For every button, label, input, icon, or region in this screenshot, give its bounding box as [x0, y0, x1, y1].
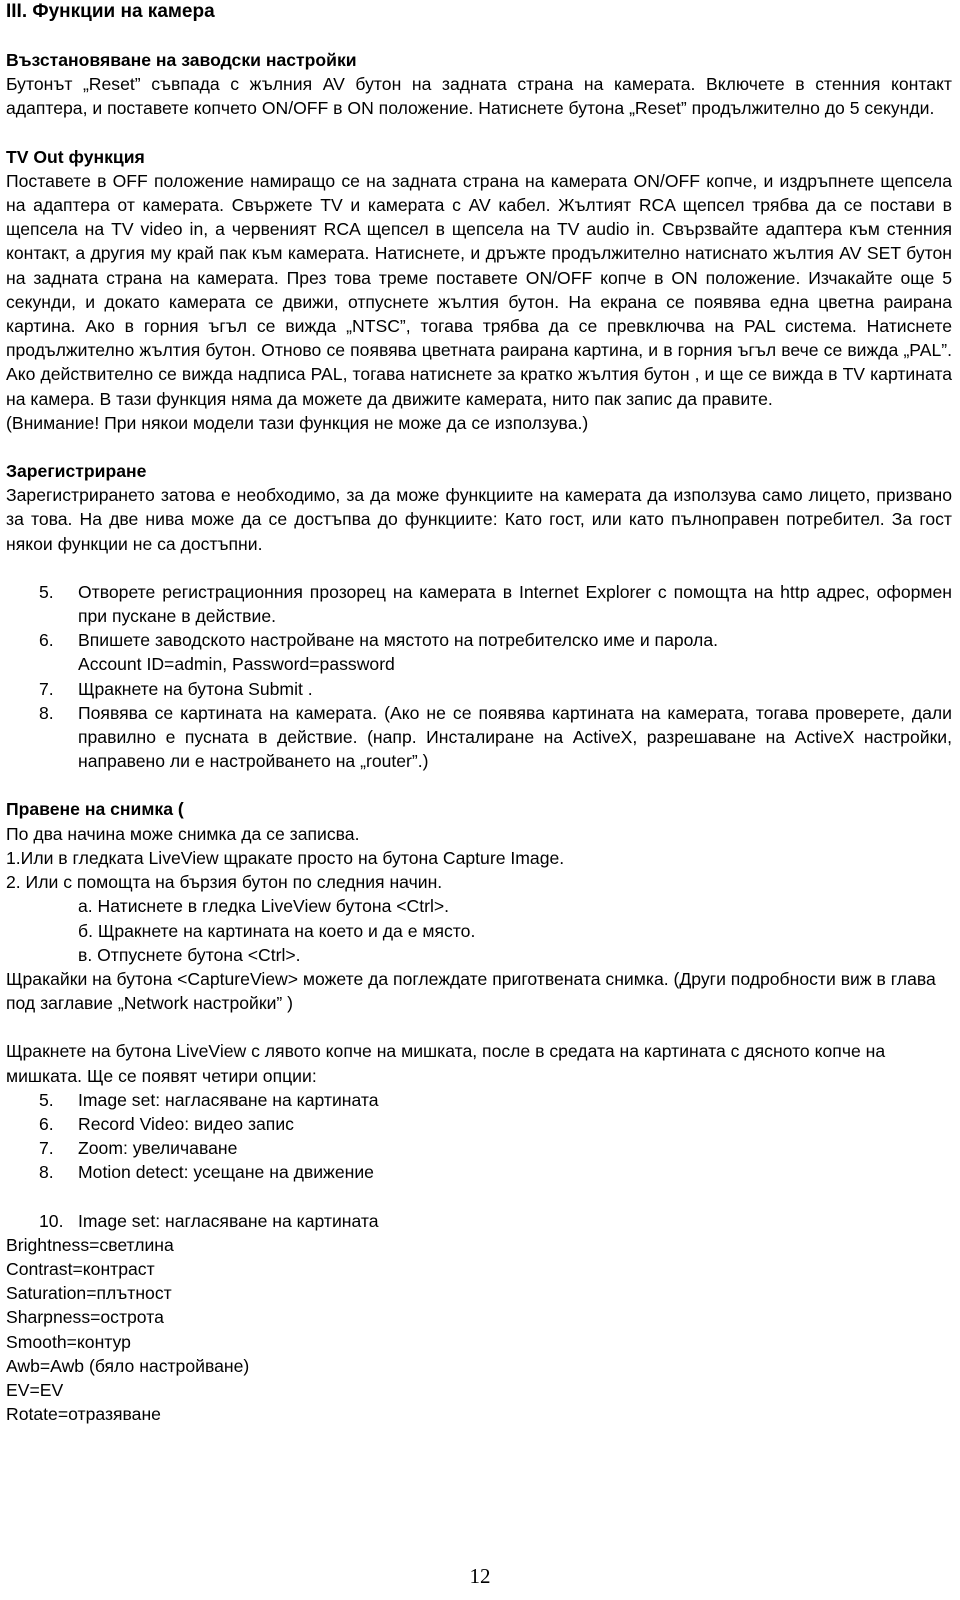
- list-item-text: Щракнете на бутона Submit .: [78, 678, 313, 699]
- list-item: [6, 1160, 952, 1184]
- list-item-number: 5.: [39, 581, 54, 602]
- sub-step: б. Щракнете на картината на което и да е място.: [78, 920, 476, 941]
- list-item-text: Zoom: увеличаване: [78, 1138, 238, 1159]
- list-item: [6, 677, 952, 701]
- register-steps-list: [6, 580, 952, 774]
- list-item: [6, 1088, 952, 1112]
- tvout-note: (Внимание! При някои модели тази функция не може да се използува.): [6, 412, 589, 433]
- list-item-number: 8.: [39, 1162, 54, 1183]
- setting-item: Rotate=отразяване: [6, 1404, 161, 1425]
- list-item-text: Image set: нагласяване на картината: [78, 1210, 379, 1231]
- sub-step: в. Отпуснете бутона <Ctrl>.: [78, 944, 301, 965]
- list-item: [6, 1136, 952, 1160]
- list-item: [6, 1112, 952, 1136]
- snapshot-line: По два начина може снимка да се записва.: [6, 823, 360, 844]
- list-item-text: Image set: нагласяване на картината: [78, 1089, 379, 1110]
- snapshot-sub-steps: [6, 894, 952, 967]
- list-item: [6, 701, 952, 774]
- tvout-paragraph: Поставете в OFF положение намиращо се на задната страна на камерата ON/OFF копче, и издръпнете щепсела на адаптера от камерата. Свържете TV и камерата с AV кабел. Жълтият RCA щепсел трябва да се постави в щепсела на TV video in, а червеният RCA щепсел в щепсела на TV audio in. Свързвайте адаптера към стенния контакт, а другия му край пак към камерата. Натиснете, и дръжте продължително натиснато жълтия AV SET бутон на задната страна на камерата. През това треме поставете ON/OFF копче в ON положение. Изчакайте още 5 секунди, и докато камерата се движи, отпуснете жълтия бутон. На екрана се появява една цветна раирана картина. Ако в горния ъгъл се вижда „NTSC”, тогава трябва да се превключва на PAL система. Натиснете продължително жълтия бутон. Отново се появява цветната раирана картина, и в горния ъгъл вече се вижда „PAL”. Ако действително се вижда надписа PAL, тогава натиснете за кратко жълтия бутон , и ще се вижда в TV картината на камера. В тази функция няма да можете да движите камерата, нито пак запис да правите.: [6, 170, 952, 409]
- image-set-list: [6, 1209, 952, 1233]
- setting-item: Sharpness=острота: [6, 1307, 164, 1328]
- list-item-text: Отворете регистрационния прозорец на камерата в Internet Explorer с помощта на http адрес, оформен при пускане в действие.: [78, 581, 952, 627]
- list-item: [6, 1209, 952, 1233]
- setting-item: Awb=Awb (бяло настройване): [6, 1355, 250, 1376]
- list-item-number: 10.: [39, 1210, 64, 1231]
- register-paragraph: Зарегистрирането затова е необходимо, за да може функциите на камерата да използува само лицето, призвано за това. На две нива може да се достъпва до функциите: Като гост, или като пълноправен потребител. За гост някои функции не са достъпни.: [6, 485, 952, 554]
- reset-paragraph: Бутонът „Reset” съвпада с жълния AV бутон на задната страна на камерата. Включете в стенния контакт адаптера, и поставете копчето ON/OFF в ON положение. Натиснете бутона „Reset” продължително до 5 секунди.: [6, 74, 952, 119]
- list-item-text: Появява се картината на камерата. (Ако не се появява картината на камерата, тогава проверете, дали правилно е пусната в действие. (напр. Инсталиране на ActiveX, разрешаване на ActiveX настройки, направено ли е настройването на „router”.): [78, 702, 952, 772]
- section-title: III. Функции на камера: [6, 1, 215, 22]
- list-item-number: 6.: [39, 630, 54, 651]
- snapshot-line: 1.Или в гледката LiveView щракате просто на бутона Capture Image.: [6, 847, 565, 868]
- liveview-options-list: [6, 1088, 952, 1185]
- document-page: [6, 0, 952, 1426]
- snapshot-heading: Правене на снимка (: [6, 799, 184, 820]
- list-item-text: Впишете заводското настройване на мястото на потребителско име и парола.: [78, 630, 718, 651]
- register-heading: Зарегистриране: [6, 461, 147, 482]
- list-item-number: 7.: [39, 1138, 54, 1159]
- list-item-text: Record Video: видео запис: [78, 1113, 294, 1134]
- setting-item: Smooth=контур: [6, 1331, 131, 1352]
- page-number: 12: [469, 1564, 491, 1588]
- list-item-number: 5.: [39, 1089, 54, 1110]
- image-settings-list: [6, 1233, 952, 1427]
- list-item: [6, 580, 952, 628]
- list-item-credentials: Account ID=admin, Password=password: [78, 654, 395, 675]
- setting-item: Brightness=светлина: [6, 1234, 174, 1255]
- list-item: [6, 628, 952, 676]
- sub-step: а. Натиснете в гледка LiveView бутона <Ctrl>.: [78, 896, 450, 917]
- list-item-text: Motion detect: усещане на движение: [78, 1162, 374, 1183]
- tvout-heading: TV Out функция: [6, 146, 145, 167]
- setting-item: EV=EV: [6, 1379, 64, 1400]
- reset-heading: Възстановяване на заводски настройки: [6, 50, 357, 70]
- list-item-number: 6.: [39, 1113, 54, 1134]
- snapshot-after: Щракайки на бутона <CaptureView> можете да поглеждате приготвената снимка. (Други подробности виж в глава под заглавие „Network настройки” ): [6, 968, 936, 1014]
- snapshot-line: 2. Или с помощта на бързия бутон по следния начин.: [6, 872, 443, 893]
- liveview-intro: Щракнете на бутона LiveView с лявото копче на мишката, после в средата на картината с дясното копче на мишката. Ще се появят четири опции:: [6, 1041, 886, 1086]
- setting-item: Contrast=контраст: [6, 1258, 155, 1279]
- list-item-number: 7.: [39, 678, 54, 699]
- setting-item: Saturation=плътност: [6, 1283, 172, 1304]
- list-item-number: 8.: [39, 702, 54, 723]
